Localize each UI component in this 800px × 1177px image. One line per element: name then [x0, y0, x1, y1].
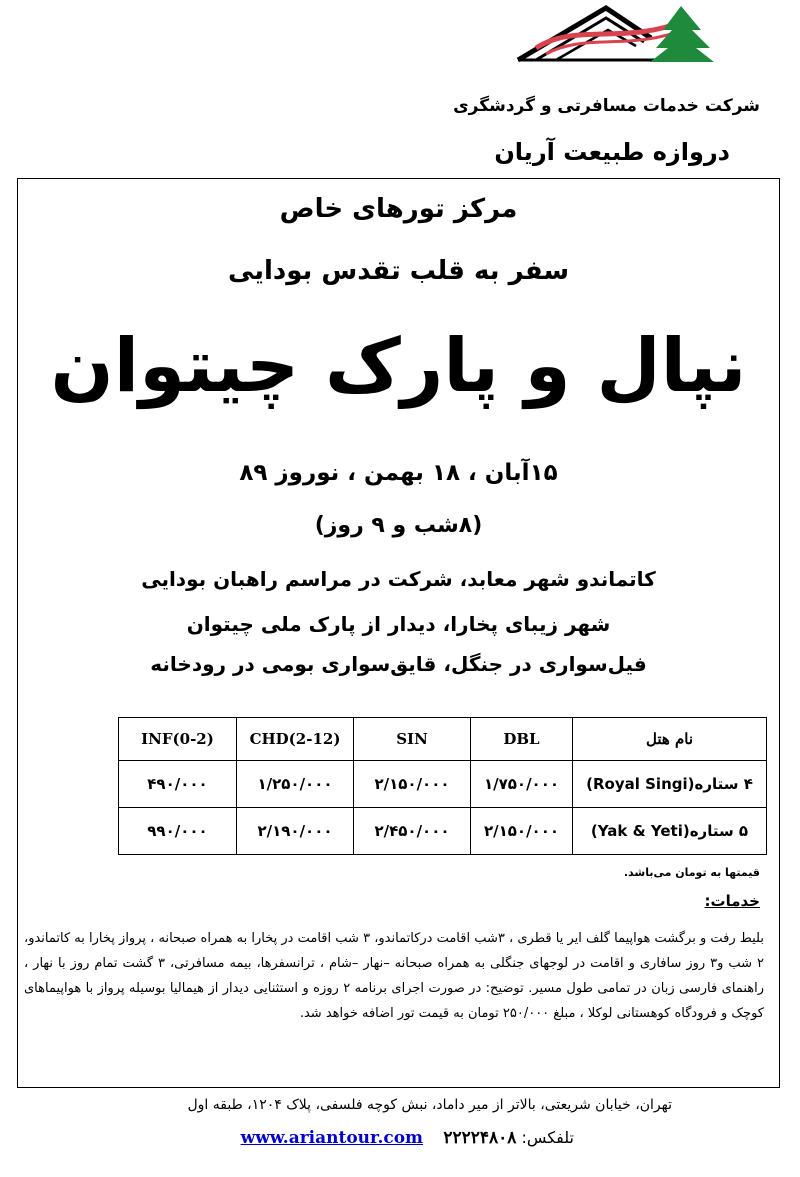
- price-cell: ۴۹۰/۰۰۰: [119, 761, 237, 808]
- price-table: [118, 717, 767, 855]
- contact-line: [241, 1128, 574, 1148]
- price-cell: ۲/۱۵۰/۰۰۰: [471, 808, 573, 855]
- table-row: [119, 761, 767, 808]
- company-name: دروازه طبیعت آریان: [494, 138, 730, 166]
- tour-duration: (۸شب و ۹ روز): [314, 513, 483, 538]
- highlight-kathmandu: کاتماندو شهر معابد، شرکت در مراسم راهبان بودایی: [141, 567, 656, 591]
- special-tours-heading: مرکز تورهای خاص: [279, 194, 518, 224]
- price-cell: ۲/۱۵۰/۰۰۰: [354, 761, 471, 808]
- hotel-name-cell: ۴ ستاره(Royal Singi): [573, 761, 767, 808]
- address: تهران، خیابان شریعتی، بالاتر از میر داماد، نبش کوچه فلسفی، پلاک ۱۲۰۴، طبقه اول: [187, 1097, 672, 1113]
- header-inf: INF(0-2): [119, 718, 237, 761]
- services-heading: خدمات:: [704, 892, 760, 910]
- price-cell: ۲/۴۵۰/۰۰۰: [354, 808, 471, 855]
- phone-number: ۲۲۲۲۴۸۰۸: [443, 1128, 517, 1148]
- table-header-row: [119, 718, 767, 761]
- hotel-name-cell: ۵ ستاره(Yak & Yeti): [573, 808, 767, 855]
- highlight-pokhara: شهر زیبای پخارا، دیدار از پارک ملی چیتوان: [186, 612, 611, 636]
- destination-title: نپال و پارک چیتوان: [50, 323, 747, 409]
- header-hotel-name: نام هتل: [573, 718, 767, 761]
- company-type: شرکت خدمات مسافرتی و گردشگری: [453, 96, 760, 116]
- mountain-tree-logo-icon: [516, 2, 716, 64]
- tour-dates: ۱۵آبان ، ۱۸ بهمن ، نوروز ۸۹: [239, 460, 558, 486]
- header-chd: CHD(2-12): [237, 718, 354, 761]
- header-dbl: DBL: [471, 718, 573, 761]
- currency-note: قیمتها به تومان می‌باشد.: [623, 866, 760, 879]
- table-row: [119, 808, 767, 855]
- services-explanation: توضیح: در صورت اجرای برنامه ۲ روزه و استثنایی دیدار از هیمالیا بوسیله پرواز با هواپیماهای کوچک و فرودگاه کوهستانی لوکلا ، مبلغ ۲۵۰/۰۰۰ تومان به قیمت تور اضافه خواهد شد.: [24, 981, 764, 1021]
- tour-subtitle: سفر به قلب تقدس بودایی: [227, 256, 570, 286]
- price-cell: ۱/۷۵۰/۰۰۰: [471, 761, 573, 808]
- header-sin: SIN: [354, 718, 471, 761]
- phone-label: تلفکس:: [521, 1128, 574, 1147]
- services-list: بلیط رفت و برگشت هواپیما گلف ایر یا قطری ، ۳شب اقامت درکاتماندو، ۳ شب اقامت در پخارا به همراه صبحانه ، پرواز پخارا به کاتماندو، ۲ شب و۳ روز سافاری و اقامت در لوجهای جنگلی به همراه صبحانه –نهار –شام ، ترانسفرها، بیمه مسافرتی، ۳ گشت تمام روز با نهار ، راهنمای فارسی زبان در تمامی طول مسیر.: [24, 931, 764, 996]
- price-cell: ۲/۱۹۰/۰۰۰: [237, 808, 354, 855]
- services-text: [24, 926, 764, 1026]
- highlight-safari: فیل‌سواری در جنگل، قایق‌سواری بومی در رودخانه: [150, 652, 647, 676]
- price-cell: ۹۹۰/۰۰۰: [119, 808, 237, 855]
- price-cell: ۱/۲۵۰/۰۰۰: [237, 761, 354, 808]
- website-link[interactable]: www.ariantour.com: [240, 1128, 424, 1148]
